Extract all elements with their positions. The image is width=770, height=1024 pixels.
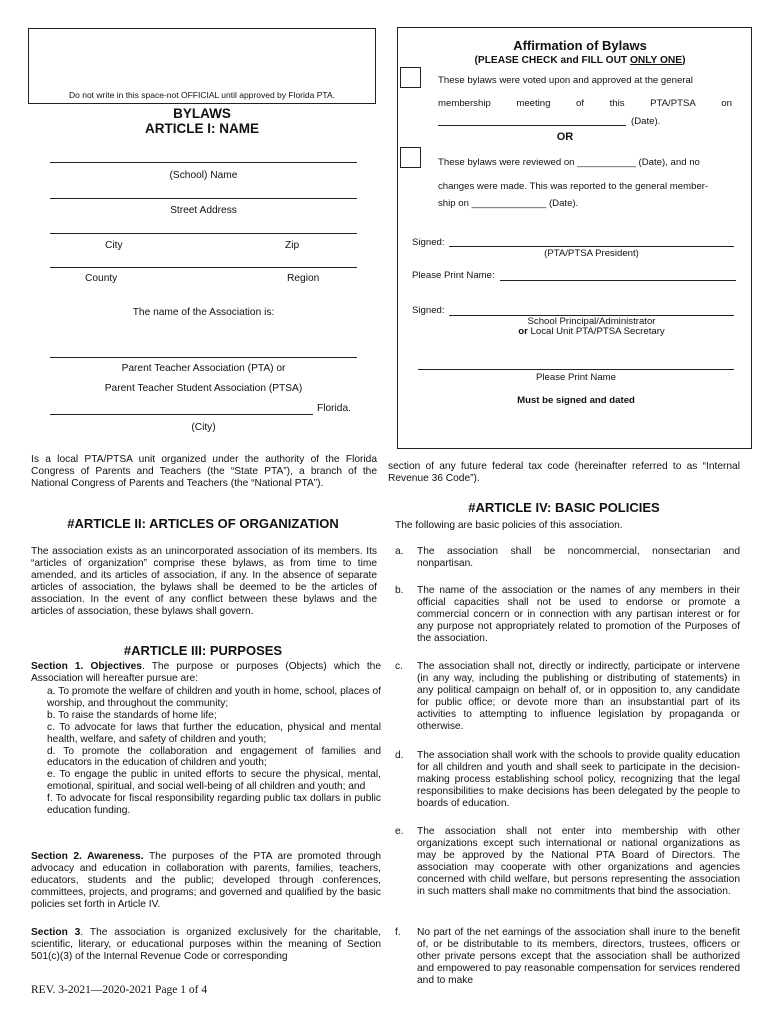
city-florida-line[interactable]	[50, 414, 313, 415]
must-sign-note: Must be signed and dated	[517, 395, 635, 406]
principal-role-label: School Principal/Administrator	[527, 316, 656, 327]
or-separator: OR	[556, 131, 574, 143]
section-3-label: Section 3	[31, 927, 81, 938]
page-footer: REV. 3-2021—2020-2021 Page 1 of 4	[31, 984, 208, 996]
policy-letter: c.	[395, 661, 403, 672]
region-label: Region	[287, 273, 320, 284]
school-name-line[interactable]	[50, 162, 357, 163]
city-label: City	[105, 240, 123, 251]
policy-letter: e.	[395, 826, 404, 837]
association-name-line[interactable]	[50, 357, 357, 358]
option-2-checkbox[interactable]	[400, 147, 421, 168]
section-1-items	[47, 686, 381, 817]
affirmation-box	[397, 27, 752, 449]
option-2-line1: These bylaws were reviewed on ___________ (Date), and no	[438, 157, 700, 168]
article-3-section-2	[31, 851, 381, 911]
street-address-label: Street Address	[170, 205, 237, 216]
objective-item: f. To advocate for fiscal responsibility regarding public tax dollars in public education funding.	[47, 793, 381, 817]
article-4-intro: The following are basic policies of this association.	[395, 520, 623, 531]
policy-item: The association shall work with the schools to provide quality education for all children and youth and shall seek to participate in the decision-making process establishing school policy, recognizing that the legal responsibilities to make decisions has been delegated by the people to boards of education.	[417, 750, 740, 809]
city-zip-line[interactable]	[50, 233, 357, 234]
school-name-label: (School) Name	[169, 170, 238, 181]
section-3-continuation: section of any future federal tax code (hereinafter referred to as “Internal Revenue 36 Code”).	[388, 461, 740, 484]
zip-label: Zip	[285, 240, 300, 251]
county-region-line[interactable]	[50, 267, 357, 268]
objective-item: a. To promote the welfare of children and youth in home, school, places of worship, and throughout the community;	[47, 686, 381, 709]
florida-label: Florida.	[317, 403, 351, 414]
objective-item: b. To raise the standards of home life;	[47, 709, 217, 721]
policy-letter: b.	[395, 585, 404, 596]
article-1-heading: ARTICLE I: NAME	[145, 121, 259, 136]
association-name-label: The name of the Association is:	[132, 307, 275, 318]
option-2-line3: ship on ______________ (Date).	[438, 198, 579, 209]
policy-item: The association shall be noncommercial, nonsectarian and nonpartisan.	[417, 546, 740, 569]
article-3-section-1	[31, 661, 381, 685]
policy-letter: d.	[395, 750, 404, 761]
policy-letter: f.	[395, 927, 401, 938]
article-4-heading: #ARTICLE IV: BASIC POLICIES	[468, 500, 660, 515]
option-1-line1: These bylaws were voted upon and approved at the general	[438, 75, 693, 86]
city-parenthetical-label: (City)	[191, 422, 216, 433]
objective-item: e. To engage the public in united efforts to secure the physical, mental, emotional, spiritual, and social well-being of all children and youth; and	[47, 769, 381, 793]
official-use-notice: Do not write in this space-not OFFICIAL until approved by Florida PTA.	[69, 90, 335, 100]
policy-item: The association shall not, directly or indirectly, participate or intervene (in any way, including the publishing or distributing of statements) in any political campaign on behalf of, or in opposition to, any candidate for public office; or devote more than an insubstantial part of its activities to attempting to influence legislation by propaganda or otherwise.	[417, 661, 740, 732]
affirmation-title: Affirmation of Bylaws	[513, 38, 647, 53]
option-1-date-label: (Date).	[631, 116, 661, 127]
option-1-line2: membership meeting of this PTA/PTSA on	[438, 98, 732, 109]
street-address-line[interactable]	[50, 198, 357, 199]
print-name-2-line[interactable]	[418, 369, 734, 370]
article-1-text: Is a local PTA/PTSA unit organized under the authority of the Florida Congress of Parents and Teachers (the “State PTA”), a branch of the National Congress of Parents and Teachers (the “National PTA”).	[31, 454, 377, 489]
policy-item: No part of the net earnings of the association shall inure to the benefit of, or be distributable to its members, directors, trustees, officers or other private persons except that the association shall be authorized and empowered to pay reasonable compensation for services rendered and to make	[417, 927, 740, 986]
policy-item: The name of the association or the names of any members in their official capacities shall not be used to endorse or promote a commercial concern or in connection with any partisan interest or for any purpose not appropriately related to promotion of the Purposes of the association.	[417, 585, 740, 644]
article-3-heading: #ARTICLE III: PURPOSES	[123, 643, 283, 658]
print-name-label: Please Print Name:	[412, 270, 495, 281]
section-1-label: Section 1. Objectives	[31, 661, 142, 672]
article-2-heading: #ARTICLE II: ARTICLES OF ORGANIZATION	[67, 516, 339, 531]
policy-letter: a.	[395, 546, 404, 557]
objective-item: c. To advocate for laws that further the education, physical and mental health, welfare, and safety of children and youth;	[47, 721, 381, 745]
option-1-date-line[interactable]	[438, 125, 626, 126]
option-1-checkbox[interactable]	[400, 67, 421, 88]
objective-item: d. To promote the collaboration and engagement of families and educators in the education of children and youth;	[47, 745, 381, 769]
print-name-2-label: Please Print Name	[536, 372, 616, 383]
section-2-label: Section 2. Awareness.	[31, 851, 144, 862]
option-2-line2: changes were made. This was reported to the general member-	[438, 181, 709, 192]
signed-president-label: Signed:	[412, 237, 445, 248]
section-3-text: . The association is organized exclusively for the charitable, scientific, literary, or educational purposes within the meaning of Section 501(c)(3) of the Internal Revenue Code or corresponding	[31, 927, 381, 962]
section-1-intro: . The purpose or purposes (Objects) which the Association will hereafter pursue are:	[31, 661, 381, 684]
print-name-line[interactable]	[500, 280, 736, 281]
article-3-section-3	[31, 927, 381, 963]
ptsa-label: Parent Teacher Student Association (PTSA)	[104, 383, 303, 394]
article-2-text: The association exists as an unincorporated association of its members. Its “articles of organization” comprise these bylaws, as from time to time amended, and its articles of association, if any. In the absence of separate articles of association, the bylaws shall be deemed to be the articles of association. In the event of any conflict between these bylaws and the articles of association, these bylaws shall govern.	[31, 546, 377, 617]
section-2-text: The purposes of the PTA are promoted through advocacy and education in collaboration with parents, families, teachers, educators, students and the public; developed through conferences, committees, projects, and programs; and governed and qualified by the basic policies set forth in Article IV.	[31, 851, 381, 910]
county-label: County	[85, 273, 118, 284]
bylaws-title: BYLAWS	[173, 106, 231, 121]
policy-item: The association shall not enter into membership with other organizations except such international or national organizations as may be approved by the National PTA Board of Directors. The association may cooperate with other organizations and agencies concerned with child welfare, but persons representing the association in such matters shall make no commitments that bind the association.	[417, 826, 740, 897]
president-signature-line[interactable]	[449, 246, 734, 247]
affirmation-instruction: (PLEASE CHECK and FILL OUT ONLY ONE)	[474, 55, 686, 66]
secretary-role-label: or Local Unit PTA/PTSA Secretary	[518, 326, 665, 337]
signed-principal-label: Signed:	[412, 305, 445, 316]
president-role-label: (PTA/PTSA President)	[544, 248, 639, 259]
pta-label: Parent Teacher Association (PTA) or	[121, 363, 286, 374]
